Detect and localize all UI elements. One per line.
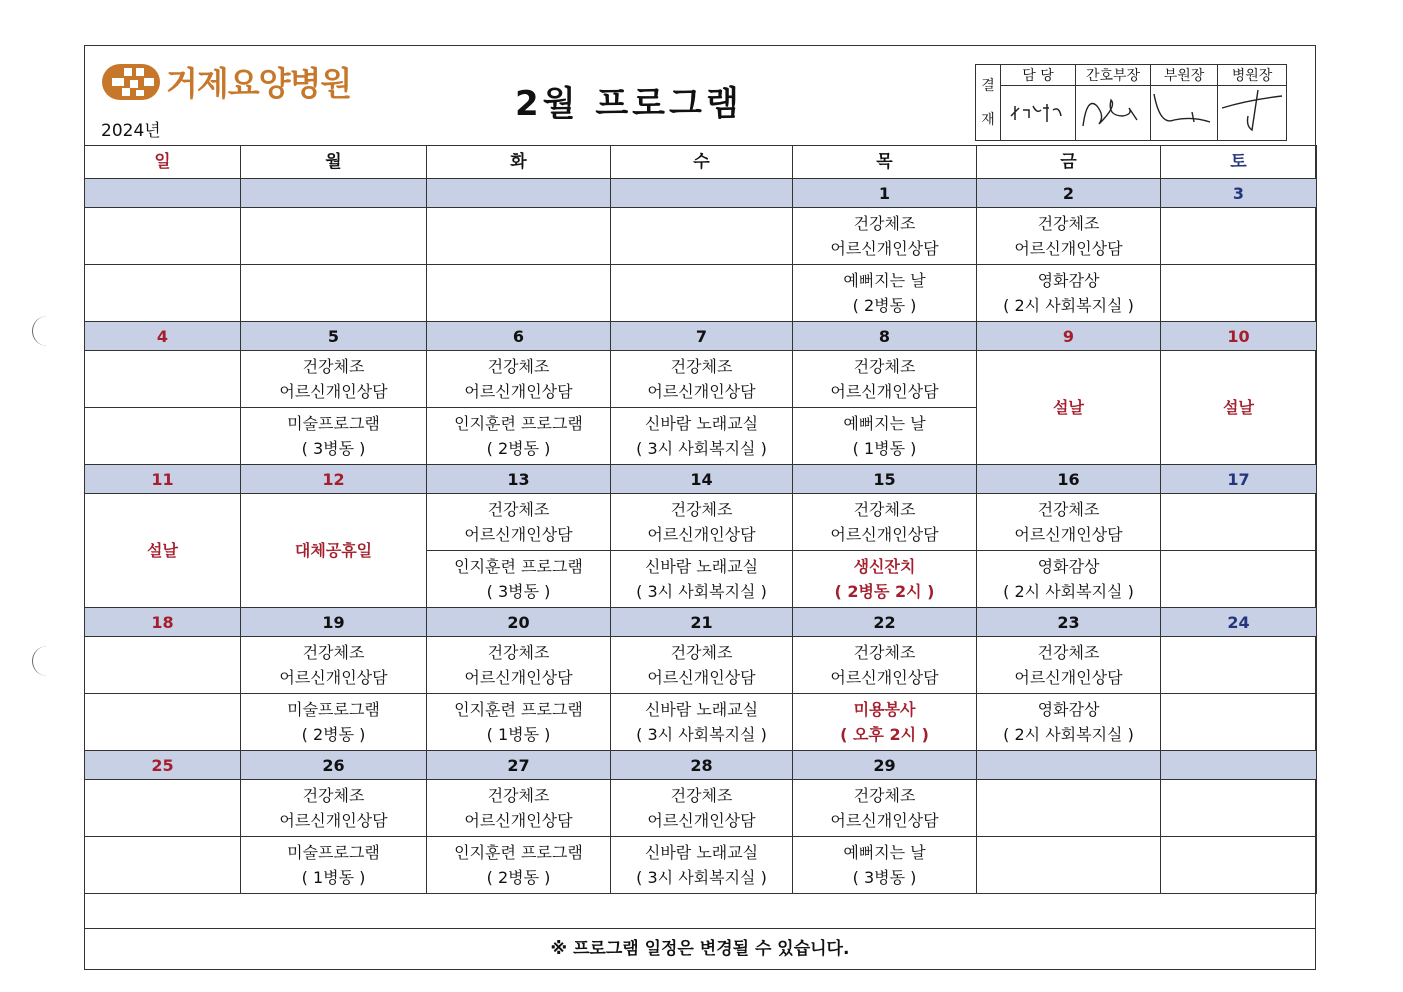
program-cell xyxy=(611,265,793,322)
program-cell xyxy=(1161,694,1317,751)
program-cell xyxy=(977,780,1161,837)
program-cell xyxy=(85,265,241,322)
date-cell: 12 xyxy=(241,465,427,494)
program-cell: 건강체조 어르신개인상담 xyxy=(427,351,611,408)
program-row xyxy=(85,837,1317,894)
program-cell: 신바람 노래교실 ( 3시 사회복지실 ) xyxy=(611,837,793,894)
date-cell: 27 xyxy=(427,751,611,780)
date-cell: 3 xyxy=(1161,179,1317,208)
program-cell xyxy=(85,837,241,894)
approval-role-director: 병원장 xyxy=(1218,65,1287,86)
program-cell: 건강체조 어르신개인상담 xyxy=(241,780,427,837)
date-row xyxy=(85,322,1317,351)
program-cell: 미술프로그램 ( 2병동 ) xyxy=(241,694,427,751)
date-cell xyxy=(977,751,1161,780)
program-cell: 예뻐지는 날 ( 1병동 ) xyxy=(793,408,977,465)
date-cell: 8 xyxy=(793,322,977,351)
program-cell xyxy=(1161,837,1317,894)
program-row xyxy=(85,780,1317,837)
program-cell: 건강체조 어르신개인상담 xyxy=(793,208,977,265)
program-cell xyxy=(977,837,1161,894)
program-cell xyxy=(85,408,241,465)
program-cell: 건강체조 어르신개인상담 xyxy=(793,637,977,694)
date-cell: 20 xyxy=(427,608,611,637)
program-row xyxy=(85,494,1317,551)
program-cell: 인지훈련 프로그램 ( 2병동 ) xyxy=(427,408,611,465)
program-cell: 신바람 노래교실 ( 3시 사회복지실 ) xyxy=(611,551,793,608)
date-cell: 28 xyxy=(611,751,793,780)
program-cell: 신바람 노래교실 ( 3시 사회복지실 ) xyxy=(611,694,793,751)
date-cell: 4 xyxy=(85,322,241,351)
date-cell xyxy=(85,179,241,208)
program-cell xyxy=(85,351,241,408)
date-cell: 14 xyxy=(611,465,793,494)
date-cell: 29 xyxy=(793,751,977,780)
program-cell: 예뻐지는 날 ( 3병동 ) xyxy=(793,837,977,894)
date-row xyxy=(85,751,1317,780)
program-cell: 건강체조 어르신개인상담 xyxy=(611,351,793,408)
program-cell: 신바람 노래교실 ( 3시 사회복지실 ) xyxy=(611,408,793,465)
date-cell xyxy=(611,179,793,208)
date-row xyxy=(85,608,1317,637)
approval-role-nurse-head: 간호부장 xyxy=(1076,65,1151,86)
holiday-cell: 설날 xyxy=(977,351,1161,465)
program-cell: 건강체조 어르신개인상담 xyxy=(427,780,611,837)
program-cell xyxy=(85,208,241,265)
date-cell: 9 xyxy=(977,322,1161,351)
date-cell: 24 xyxy=(1161,608,1317,637)
date-row xyxy=(85,179,1317,208)
weekday-thursday: 목 xyxy=(793,146,977,179)
program-cell xyxy=(85,780,241,837)
program-cell-special: 생신잔치 ( 2병동 2시 ) xyxy=(793,551,977,608)
program-cell xyxy=(1161,551,1317,608)
date-row xyxy=(85,465,1317,494)
approval-role-staff: 담 당 xyxy=(1001,65,1076,86)
program-row xyxy=(85,694,1317,751)
program-cell: 영화감상 ( 2시 사회복지실 ) xyxy=(977,694,1161,751)
program-cell: 건강체조 어르신개인상담 xyxy=(427,494,611,551)
program-cell xyxy=(1161,265,1317,322)
date-cell xyxy=(427,179,611,208)
hospital-logo xyxy=(100,58,351,105)
date-cell xyxy=(1161,751,1317,780)
program-cell: 건강체조 어르신개인상담 xyxy=(611,494,793,551)
date-cell: 22 xyxy=(793,608,977,637)
program-cell xyxy=(611,208,793,265)
signature-staff xyxy=(1001,86,1076,141)
program-cell: 건강체조 어르신개인상담 xyxy=(793,780,977,837)
program-row xyxy=(85,208,1317,265)
program-row xyxy=(85,265,1317,322)
program-cell: 건강체조 어르신개인상담 xyxy=(427,637,611,694)
holiday-cell: 설날 xyxy=(85,494,241,608)
program-cell: 영화감상 ( 2시 사회복지실 ) xyxy=(977,551,1161,608)
date-cell: 23 xyxy=(977,608,1161,637)
weekday-monday: 월 xyxy=(241,146,427,179)
date-cell: 6 xyxy=(427,322,611,351)
program-cell xyxy=(241,208,427,265)
date-cell: 10 xyxy=(1161,322,1317,351)
date-cell: 15 xyxy=(793,465,977,494)
date-cell: 25 xyxy=(85,751,241,780)
binder-hole xyxy=(32,646,51,676)
program-row xyxy=(85,351,1317,408)
date-cell: 7 xyxy=(611,322,793,351)
date-cell: 2 xyxy=(977,179,1161,208)
program-cell xyxy=(85,694,241,751)
program-cell: 인지훈련 프로그램 ( 1병동 ) xyxy=(427,694,611,751)
year-label: 2024년 xyxy=(101,121,161,141)
program-cell xyxy=(427,208,611,265)
holiday-cell: 설날 xyxy=(1161,351,1317,465)
program-cell xyxy=(1161,637,1317,694)
program-cell: 건강체조 어르신개인상담 xyxy=(611,780,793,837)
date-cell: 17 xyxy=(1161,465,1317,494)
hospital-name: 거제요양병원 xyxy=(166,64,352,103)
program-cell: 건강체조 어르신개인상담 xyxy=(241,637,427,694)
program-cell: 미술프로그램 ( 1병동 ) xyxy=(241,837,427,894)
weekday-tuesday: 화 xyxy=(427,146,611,179)
program-cell: 인지훈련 프로그램 ( 3병동 ) xyxy=(427,551,611,608)
program-calendar xyxy=(84,145,1317,894)
date-cell: 19 xyxy=(241,608,427,637)
program-cell: 미술프로그램 ( 3병동 ) xyxy=(241,408,427,465)
footer-note: ※ 프로그램 일정은 변경될 수 있습니다. xyxy=(84,928,1316,971)
program-cell xyxy=(1161,780,1317,837)
date-cell: 5 xyxy=(241,322,427,351)
program-cell xyxy=(427,265,611,322)
hospital-logo-icon xyxy=(100,60,162,104)
program-row xyxy=(85,637,1317,694)
program-cell: 건강체조 어르신개인상담 xyxy=(977,637,1161,694)
weekday-friday: 금 xyxy=(977,146,1161,179)
program-cell: 인지훈련 프로그램 ( 2병동 ) xyxy=(427,837,611,894)
program-cell xyxy=(85,637,241,694)
page-title: 2월 프로그램 xyxy=(515,84,743,124)
program-cell-special: 미용봉사 ( 오후 2시 ) xyxy=(793,694,977,751)
program-cell xyxy=(1161,208,1317,265)
holiday-cell: 대체공휴일 xyxy=(241,494,427,608)
program-cell: 건강체조 어르신개인상담 xyxy=(977,494,1161,551)
program-cell: 건강체조 어르신개인상담 xyxy=(241,351,427,408)
date-cell xyxy=(241,179,427,208)
program-cell: 예뻐지는 날 ( 2병동 ) xyxy=(793,265,977,322)
program-cell xyxy=(241,265,427,322)
weekday-wednesday: 수 xyxy=(611,146,793,179)
weekday-saturday: 토 xyxy=(1161,146,1317,179)
weekday-header-row xyxy=(85,146,1317,179)
program-cell: 건강체조 어르신개인상담 xyxy=(793,351,977,408)
date-cell: 16 xyxy=(977,465,1161,494)
date-cell: 21 xyxy=(611,608,793,637)
program-cell: 건강체조 어르신개인상담 xyxy=(793,494,977,551)
weekday-sunday: 일 xyxy=(85,146,241,179)
date-cell: 1 xyxy=(793,179,977,208)
date-cell: 11 xyxy=(85,465,241,494)
date-cell: 13 xyxy=(427,465,611,494)
staff-signature-mark xyxy=(1003,88,1073,134)
binder-hole xyxy=(32,316,51,346)
approval-role-vice-director: 부원장 xyxy=(1151,65,1218,86)
date-cell: 18 xyxy=(85,608,241,637)
program-cell: 건강체조 어르신개인상담 xyxy=(611,637,793,694)
program-cell: 영화감상 ( 2시 사회복지실 ) xyxy=(977,265,1161,322)
program-cell xyxy=(1161,494,1317,551)
signature-vice-director xyxy=(1151,86,1218,141)
approval-side-label: 결 재 xyxy=(976,65,1001,141)
signature-nurse-head xyxy=(1076,86,1151,141)
signature-director xyxy=(1218,86,1287,141)
date-cell: 26 xyxy=(241,751,427,780)
program-cell: 건강체조 어르신개인상담 xyxy=(977,208,1161,265)
approval-box xyxy=(975,64,1287,141)
